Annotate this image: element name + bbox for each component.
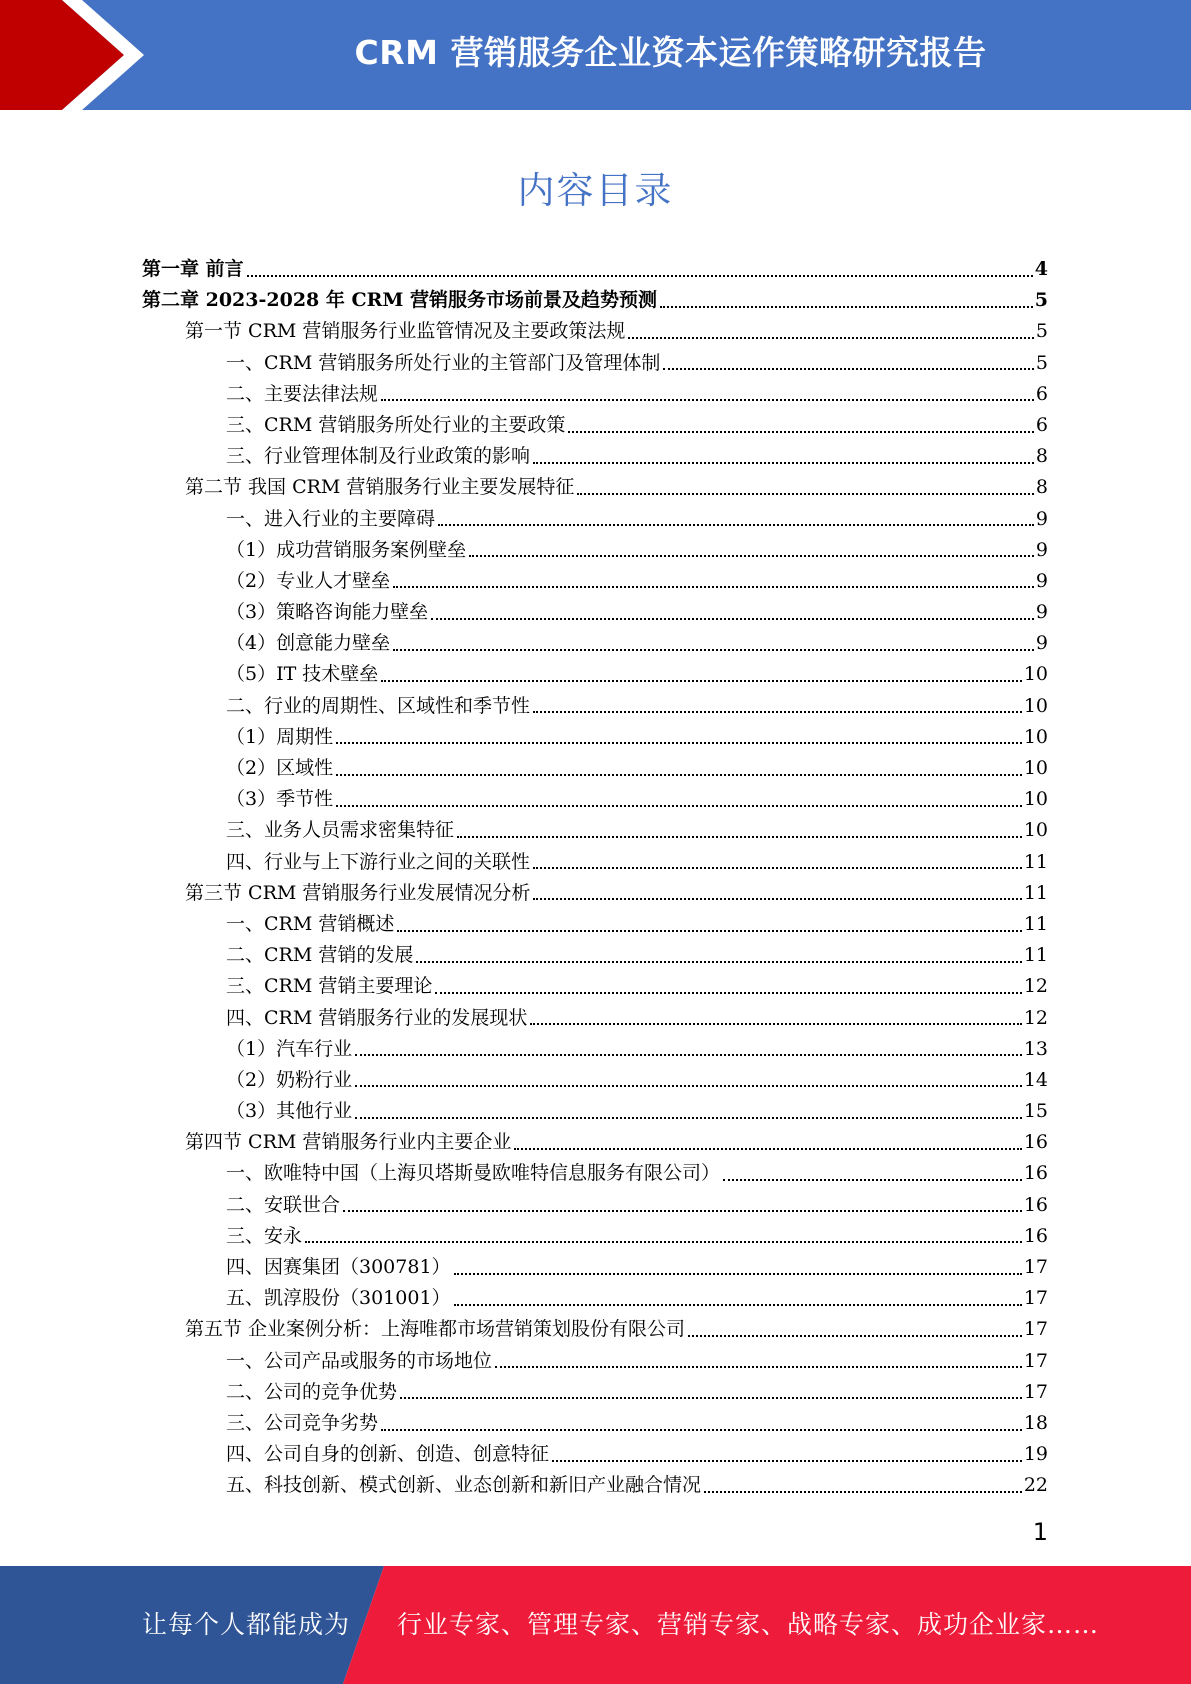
toc-leader-dots: [435, 992, 1021, 994]
toc-leader-dots: [355, 1054, 1022, 1056]
toc-entry[interactable]: [140, 722, 1048, 753]
header-title: CRM 营销服务企业资本运作策略研究报告: [354, 33, 987, 72]
toc-leader-dots: [469, 555, 1034, 557]
toc-leader-dots: [336, 774, 1022, 776]
toc-entry-text: 二、主要法律法规: [226, 382, 379, 405]
toc-entry-text: 第四节 CRM 营销服务行业内主要企业: [185, 1131, 512, 1154]
toc-leader-dots: [336, 805, 1022, 807]
toc-leader-dots: [381, 680, 1022, 682]
toc-entry[interactable]: [140, 1314, 1048, 1345]
toc-leader-dots: [454, 1273, 1022, 1275]
toc-entry-text: （1）周期性: [226, 725, 334, 748]
toc-leader-dots: [355, 1085, 1022, 1087]
toc-entry-page: 12: [1023, 975, 1048, 998]
footer-slogan-right: 行业专家、管理专家、营销专家、战略专家、成功企业家……: [397, 1610, 1100, 1639]
toc-entry-page: 17: [1023, 1349, 1048, 1372]
toc-entry-text: 三、CRM 营销主要理论: [226, 975, 433, 998]
toc-entry-page: 17: [1023, 1256, 1048, 1278]
toc-entry-page: 11: [1023, 912, 1048, 935]
toc-entry-text: （3）其他行业: [226, 1100, 353, 1123]
toc-entry-page: 6: [1035, 382, 1048, 405]
toc-leader-dots: [355, 1117, 1022, 1119]
toc-entry-text: 三、公司竞争劣势: [226, 1411, 379, 1434]
toc-entry-page: 11: [1023, 850, 1048, 873]
toc-entry-text: 二、行业的周期性、区域性和季节性: [226, 694, 531, 717]
toc-entry-text: （1）成功营销服务案例壁垒: [226, 538, 467, 561]
toc-entry[interactable]: [140, 1190, 1048, 1221]
toc-entry-page: 10: [1023, 819, 1048, 842]
toc-entry[interactable]: [140, 784, 1048, 815]
toc-entry-text: （4）创意能力壁垒: [226, 632, 391, 655]
toc-entry-text: 二、公司的竞争优势: [226, 1380, 398, 1403]
toc-entry-page: 10: [1023, 694, 1048, 717]
toc-entry-text: 第五节 企业案例分析：上海唯都市场营销策划股份有限公司: [185, 1318, 686, 1341]
toc-entry-text: 第一节 CRM 营销服务行业监管情况及主要政策法规: [185, 320, 626, 343]
toc-entry-text: 四、因赛集团（300781）: [226, 1256, 451, 1278]
toc-entry-page: 11: [1023, 881, 1048, 904]
toc-entry[interactable]: [140, 815, 1048, 846]
toc-entry-page: 11: [1023, 944, 1048, 967]
toc-leader-dots: [381, 399, 1034, 401]
toc-entry-text: 第一章 前言: [142, 258, 244, 280]
toc-entry[interactable]: [140, 379, 1048, 410]
toc-entry[interactable]: [140, 909, 1048, 940]
toc-entry[interactable]: [140, 691, 1048, 722]
toc-entry-page: 15: [1023, 1100, 1048, 1123]
header-arrow-icon: [0, 0, 160, 110]
toc-entry-page: 17: [1023, 1380, 1048, 1403]
toc-entry-text: 五、科技创新、模式创新、业态创新和新旧产业融合情况: [226, 1474, 702, 1497]
toc-entry-text: 第二章 2023-2028 年 CRM 营销服务市场前景及趋势预测: [142, 289, 658, 312]
toc-title: 内容目录: [517, 169, 674, 212]
toc-entry[interactable]: [140, 753, 1048, 784]
toc-leader-dots: [688, 1335, 1022, 1337]
toc-entry[interactable]: [140, 940, 1048, 971]
toc-entry-page: 16: [1023, 1131, 1048, 1154]
toc-entry-page: 4: [1034, 258, 1048, 280]
toc-entry-page: 17: [1023, 1287, 1048, 1310]
toc-entry-page: 16: [1023, 1162, 1048, 1185]
toc-entry[interactable]: [140, 1408, 1048, 1439]
toc-entry-page: 10: [1023, 788, 1048, 811]
toc-leader-dots: [305, 1241, 1022, 1243]
toc-entry-text: （2）专业人才壁垒: [226, 569, 391, 592]
toc-entry[interactable]: [140, 1252, 1048, 1283]
toc-leader-dots: [416, 961, 1021, 963]
toc-entry[interactable]: [140, 878, 1048, 909]
toc-leader-dots: [336, 742, 1022, 744]
toc-entry-text: 第二节 我国 CRM 营销服务行业主要发展特征: [185, 476, 575, 499]
toc-entry-text: 五、凯淳股份（301001）: [226, 1287, 451, 1310]
toc-leader-dots: [533, 898, 1021, 900]
table-of-contents: [140, 254, 1048, 1502]
toc-entry-text: （3）季节性: [226, 788, 334, 811]
toc-entry[interactable]: [140, 1377, 1048, 1408]
toc-leader-dots: [495, 1366, 1022, 1368]
toc-entry-page: 14: [1023, 1068, 1048, 1091]
toc-entry-text: 四、公司自身的创新、创造、创意特征: [226, 1443, 550, 1466]
toc-leader-dots: [533, 462, 1034, 464]
toc-entry-text: 一、进入行业的主要障碍: [226, 507, 436, 530]
toc-entry[interactable]: [140, 659, 1048, 690]
toc-entry[interactable]: [140, 1221, 1048, 1252]
toc-entry-page: 9: [1035, 538, 1048, 561]
toc-entry-page: 16: [1023, 1193, 1048, 1216]
toc-leader-dots: [577, 493, 1033, 495]
toc-leader-dots: [568, 431, 1034, 433]
toc-entry-page: 13: [1023, 1037, 1048, 1060]
toc-entry-page: 18: [1023, 1411, 1048, 1434]
toc-entry-text: （5）IT 技术壁垒: [226, 663, 379, 686]
toc-entry-page: 8: [1035, 476, 1048, 499]
toc-entry-text: （3）策略咨询能力壁垒: [226, 601, 429, 624]
toc-leader-dots: [533, 711, 1022, 713]
toc-entry-text: 二、安联世合: [226, 1193, 341, 1216]
toc-entry-text: 一、欧唯特中国（上海贝塔斯曼欧唯特信息服务有限公司）: [226, 1162, 721, 1185]
toc-entry-page: 17: [1023, 1318, 1048, 1341]
toc-entry[interactable]: [140, 285, 1048, 316]
toc-leader-dots: [457, 836, 1022, 838]
page-number: 1: [1032, 1518, 1048, 1546]
toc-leader-dots: [514, 1148, 1021, 1150]
toc-entry-text: （2）奶粉行业: [226, 1068, 353, 1091]
toc-leader-dots: [431, 618, 1034, 620]
toc-entry[interactable]: [140, 971, 1048, 1002]
toc-entry-page: 6: [1035, 413, 1048, 436]
toc-entry[interactable]: [140, 1470, 1048, 1501]
toc-entry[interactable]: [140, 1283, 1048, 1314]
toc-entry-text: 三、CRM 营销服务所处行业的主要政策: [226, 413, 566, 436]
toc-entry[interactable]: [140, 472, 1048, 503]
toc-entry-page: 10: [1023, 725, 1048, 748]
toc-entry[interactable]: [140, 316, 1048, 347]
page-header: [0, 0, 1191, 110]
toc-leader-dots: [397, 930, 1021, 932]
toc-leader-dots: [533, 867, 1022, 869]
toc-leader-dots: [400, 1397, 1022, 1399]
toc-entry-text: 一、CRM 营销概述: [226, 912, 395, 935]
toc-entry[interactable]: [140, 1439, 1048, 1470]
toc-entry[interactable]: [140, 1158, 1048, 1189]
toc-leader-dots: [381, 1429, 1022, 1431]
toc-leader-dots: [530, 1023, 1021, 1025]
toc-leader-dots: [343, 1210, 1022, 1212]
toc-entry-text: 一、CRM 营销服务所处行业的主管部门及管理体制: [226, 351, 661, 374]
toc-entry-page: 9: [1035, 507, 1048, 530]
toc-entry-page: 9: [1035, 601, 1048, 624]
toc-leader-dots: [663, 368, 1034, 370]
toc-leader-dots: [247, 275, 1033, 277]
toc-entry-page: 12: [1023, 1006, 1048, 1029]
toc-leader-dots: [704, 1491, 1022, 1493]
toc-entry[interactable]: [140, 847, 1048, 878]
toc-entry-text: （1）汽车行业: [226, 1037, 353, 1060]
toc-entry-text: （2）区域性: [226, 757, 334, 779]
toc-leader-dots: [723, 1179, 1022, 1181]
toc-leader-dots: [628, 337, 1034, 339]
toc-entry-page: 16: [1023, 1224, 1048, 1247]
toc-entry[interactable]: [140, 410, 1048, 441]
toc-entry-text: 二、CRM 营销的发展: [226, 944, 414, 967]
toc-entry[interactable]: [140, 504, 1048, 535]
toc-entry[interactable]: [140, 1003, 1048, 1034]
toc-entry-page: 9: [1035, 632, 1048, 655]
toc-leader-dots: [454, 1304, 1022, 1306]
toc-entry[interactable]: [140, 1346, 1048, 1377]
toc-entry-text: 三、安永: [226, 1224, 303, 1247]
footer-slogan-left: 让每个人都能成为: [142, 1610, 351, 1639]
toc-entry[interactable]: [140, 1096, 1048, 1127]
toc-entry[interactable]: [140, 628, 1048, 659]
toc-entry-text: 三、行业管理体制及行业政策的影响: [226, 445, 531, 468]
toc-entry-page: 22: [1023, 1474, 1048, 1497]
toc-entry[interactable]: [140, 254, 1048, 285]
toc-entry-text: 第三节 CRM 营销服务行业发展情况分析: [185, 881, 531, 904]
toc-entry-page: 5: [1035, 320, 1048, 343]
toc-leader-dots: [393, 649, 1034, 651]
toc-entry-page: 19: [1023, 1443, 1048, 1466]
toc-entry-page: 9: [1035, 569, 1048, 592]
toc-entry-page: 8: [1035, 445, 1048, 468]
toc-entry[interactable]: [140, 1034, 1048, 1065]
toc-entry[interactable]: [140, 441, 1048, 472]
toc-entry[interactable]: [140, 348, 1048, 379]
toc-leader-dots: [660, 306, 1033, 308]
toc-entry-text: 四、CRM 营销服务行业的发展现状: [226, 1006, 528, 1029]
toc-leader-dots: [438, 524, 1034, 526]
toc-entry[interactable]: [140, 566, 1048, 597]
toc-entry-text: 一、公司产品或服务的市场地位: [226, 1349, 493, 1372]
toc-entry[interactable]: [140, 1127, 1048, 1158]
toc-entry[interactable]: [140, 535, 1048, 566]
toc-entry-text: 四、行业与上下游行业之间的关联性: [226, 850, 531, 873]
toc-entry[interactable]: [140, 597, 1048, 628]
toc-entry-page: 5: [1034, 289, 1048, 312]
toc-entry-page: 5: [1035, 351, 1048, 374]
toc-entry-page: 10: [1023, 663, 1048, 686]
toc-entry[interactable]: [140, 1065, 1048, 1096]
toc-entry-text: 三、业务人员需求密集特征: [226, 819, 455, 842]
toc-entry-page: 10: [1023, 757, 1048, 779]
toc-leader-dots: [393, 586, 1034, 588]
page-footer: [0, 1566, 1191, 1684]
toc-leader-dots: [552, 1460, 1022, 1462]
